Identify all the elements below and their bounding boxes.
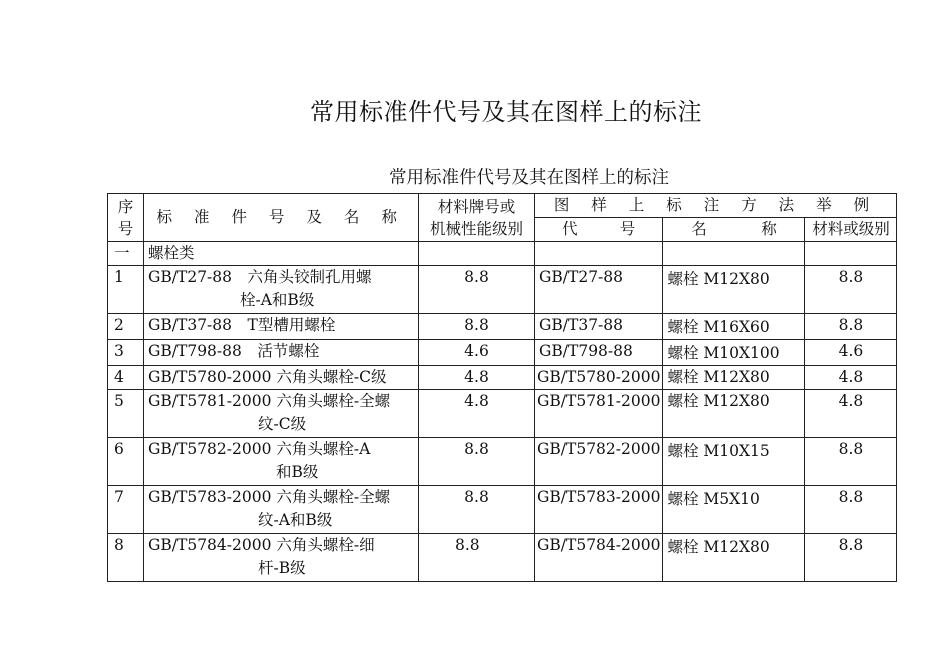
row-name-line2: 和B级 xyxy=(276,463,319,481)
header-code xyxy=(535,218,663,242)
row-standard-name xyxy=(144,534,419,582)
header-name xyxy=(663,218,805,242)
row-mark: 螺栓 M10X15 xyxy=(663,438,805,486)
row-name-line2: 栓-A和B级 xyxy=(240,291,315,309)
header-seq: 序号 xyxy=(108,194,144,242)
header-material-grade xyxy=(419,194,535,242)
row-mark: 螺栓 M16X60 xyxy=(663,314,805,340)
row-name-line1: GB/T5781-2000 六角头螺栓-全螺 xyxy=(148,392,391,410)
standard-parts-table xyxy=(107,193,897,582)
row-name-line1: GB/T5783-2000 六角头螺栓-全螺 xyxy=(148,488,391,506)
header-code-label: 代 号 xyxy=(562,220,636,238)
row-grade: 8.8 xyxy=(419,486,535,534)
row-code: GB/T5781-2000 xyxy=(535,390,663,438)
row-standard-name xyxy=(144,266,419,314)
row-seq: 5 xyxy=(108,390,144,438)
row-mark-grade: 8.8 xyxy=(805,486,897,534)
row-mark-grade: 4.6 xyxy=(805,340,897,366)
row-code: GB/T5782-2000 xyxy=(535,438,663,486)
row-name-line2: 杆-B级 xyxy=(258,559,306,577)
table-row xyxy=(108,266,897,314)
header-drawing-notation: 图 样 上 标 注 方 法 举 例 xyxy=(535,194,897,218)
row-standard-name: GB/T798-88 活节螺栓 xyxy=(144,340,419,366)
table-row xyxy=(108,366,897,390)
table-caption: 常用标准件代号及其在图样上的标注 xyxy=(389,168,669,188)
row-code: GB/T5783-2000 xyxy=(535,486,663,534)
row-grade: 8.8 xyxy=(419,314,535,340)
row-code: GB/T798-88 xyxy=(535,340,663,366)
row-seq: 6 xyxy=(108,438,144,486)
row-standard-name: GB/T37-88 T型槽用螺栓 xyxy=(144,314,419,340)
row-mark-grade: 8.8 xyxy=(805,266,897,314)
table-row xyxy=(108,314,897,340)
row-seq: 4 xyxy=(108,366,144,390)
row-mark: 螺栓 M12X80 xyxy=(663,366,805,390)
row-mark-grade: 4.8 xyxy=(805,390,897,438)
row-mark: 螺栓 M10X100 xyxy=(663,340,805,366)
row-name-line1: GB/T27-88 六角头铰制孔用螺 xyxy=(148,268,372,286)
row-grade: 8.8 xyxy=(419,438,535,486)
row-mark-grade: 8.8 xyxy=(805,314,897,340)
table-row-category xyxy=(108,242,897,266)
row-grade: 8.8 xyxy=(419,266,535,314)
row-mark-grade: 8.8 xyxy=(805,438,897,486)
row-code: GB/T5780-2000 xyxy=(535,366,663,390)
row-name-line2: 纹-C级 xyxy=(258,415,307,433)
row-mark: 螺栓 M12X80 xyxy=(663,266,805,314)
table-row xyxy=(108,438,897,486)
row-seq: 2 xyxy=(108,314,144,340)
row-name-line1: GB/T5784-2000 六角头螺栓-细 xyxy=(148,536,375,554)
row-standard-name xyxy=(144,486,419,534)
row-grade: 4.8 xyxy=(419,390,535,438)
row-name-line1: GB/T5782-2000 六角头螺栓-A xyxy=(148,440,371,458)
row-mark-grade: 4.8 xyxy=(805,366,897,390)
empty-cell xyxy=(535,242,663,266)
row-standard-name xyxy=(144,438,419,486)
row-standard-name xyxy=(144,390,419,438)
header-name-label: 名 称 xyxy=(691,220,777,238)
row-seq: 7 xyxy=(108,486,144,534)
document-title: 常用标准件代号及其在图样上的标注 xyxy=(310,98,702,126)
table-row xyxy=(108,390,897,438)
empty-cell xyxy=(419,242,535,266)
row-code: GB/T5784-2000 xyxy=(535,534,663,582)
row-grade: 8.8 xyxy=(419,534,535,582)
category-seq: 一 xyxy=(108,242,144,266)
row-code: GB/T27-88 xyxy=(535,266,663,314)
row-standard-name: GB/T5780-2000 六角头螺栓-C级 xyxy=(144,366,419,390)
category-label: 螺栓类 xyxy=(144,242,419,266)
empty-cell xyxy=(663,242,805,266)
table-row xyxy=(108,486,897,534)
header-material-grade-line2: 机械性能级别 xyxy=(429,219,523,238)
table-row xyxy=(108,534,897,582)
empty-cell xyxy=(805,242,897,266)
row-seq: 8 xyxy=(108,534,144,582)
row-mark: 螺栓 M12X80 xyxy=(663,534,805,582)
row-mark: 螺栓 M12X80 xyxy=(663,390,805,438)
row-mark: 螺栓 M5X10 xyxy=(663,486,805,534)
row-name-line2: 纹-A和B级 xyxy=(258,511,333,529)
header-standard-name: 标 准 件 号 及 名 称 xyxy=(144,194,419,242)
header-material-grade-line1: 材料牌号或 xyxy=(437,197,516,216)
row-grade: 4.8 xyxy=(419,366,535,390)
row-seq: 3 xyxy=(108,340,144,366)
header-material-or-grade: 材料或级别 xyxy=(805,218,897,242)
row-mark-grade: 8.8 xyxy=(805,534,897,582)
table-row xyxy=(108,340,897,366)
row-grade: 4.6 xyxy=(419,340,535,366)
row-seq: 1 xyxy=(108,266,144,314)
row-code: GB/T37-88 xyxy=(535,314,663,340)
